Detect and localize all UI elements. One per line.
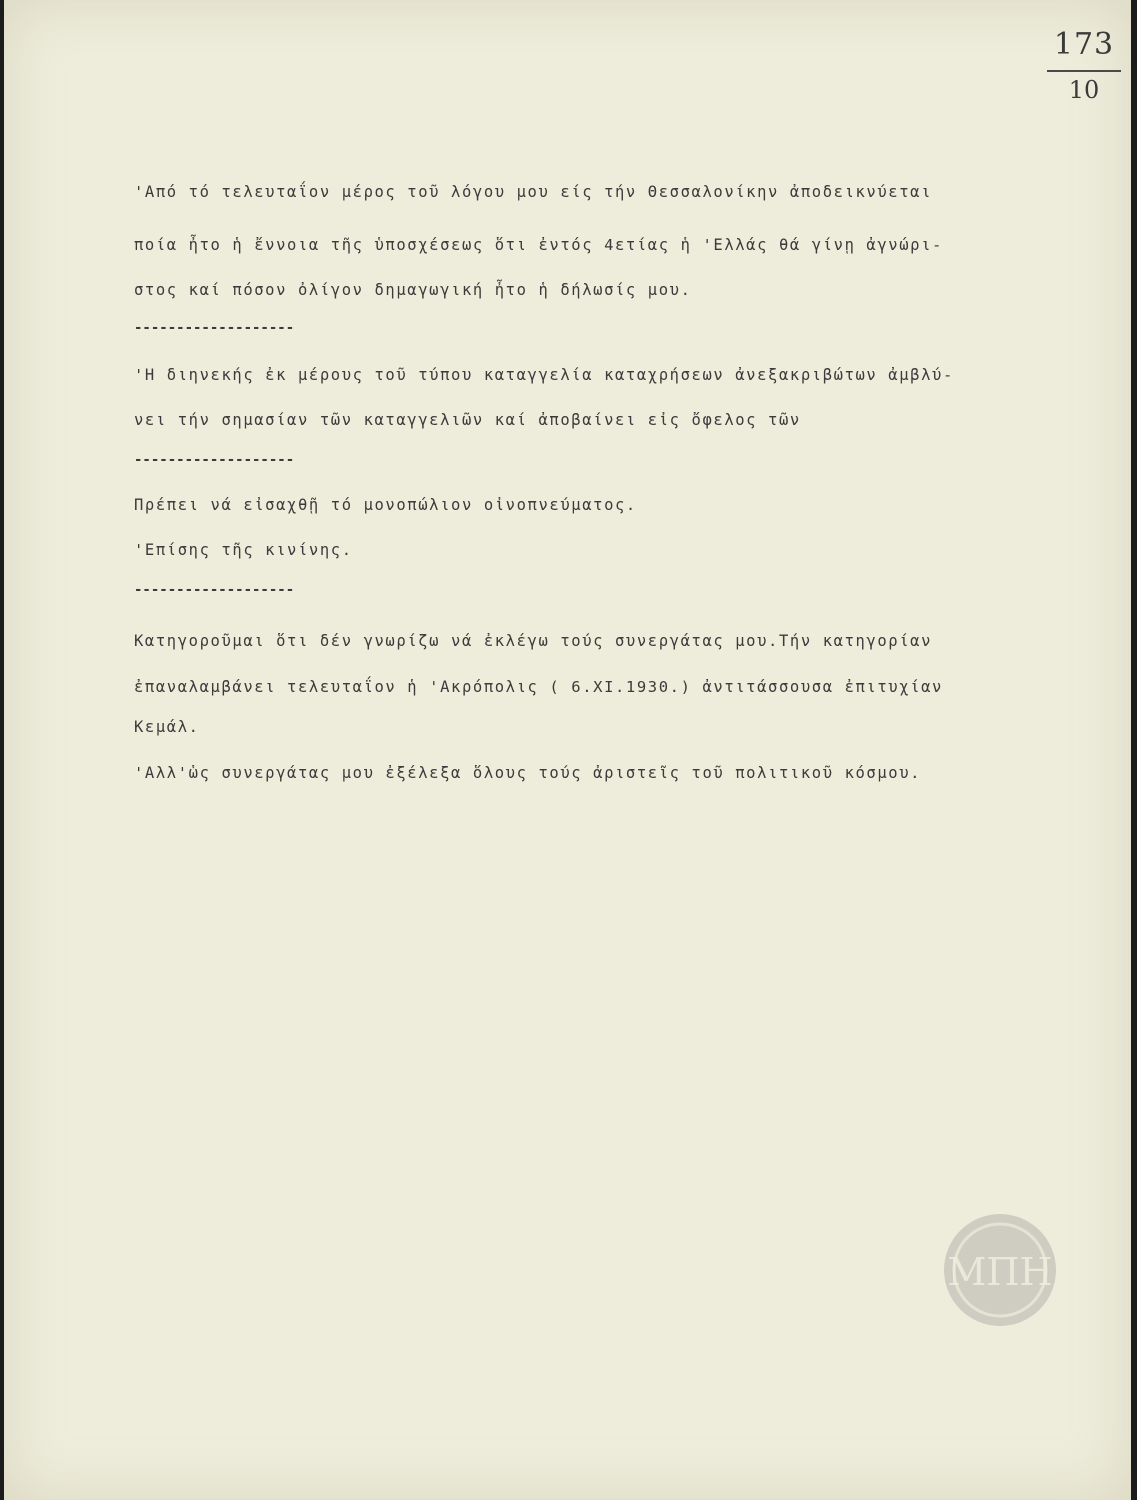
separator-line: -------------------: [134, 582, 295, 598]
text-line: στος καί πόσον ὀλίγον δημαγωγική ἦτο ἡ δήλωσίς μου.: [134, 281, 692, 299]
folio-top: 173: [1053, 27, 1115, 62]
seal-letters: ΜΠΗ: [947, 1250, 1053, 1294]
text-line: Πρέπει νά εἰσαχθῇ τό μονοπώλιον οἰνοπνεύματος.: [134, 496, 637, 514]
archive-seal-icon: [942, 1212, 1058, 1328]
separator-line: -------------------: [134, 320, 295, 336]
text-line: Κατηγοροῦμαι ὅτι δέν γνωρίζω νά ἐκλέγω τούς συνεργάτας μου.Τήν κατηγορίαν: [134, 632, 933, 650]
separator-line: -------------------: [134, 452, 295, 468]
document-page: [4, 0, 1131, 1500]
text-line: 'Επίσης τῆς κινίνης.: [134, 541, 353, 559]
text-line: ποία ἦτο ἡ ἔννοια τῆς ὑποσχέσεως ὅτι ἐντός 4ετίας ἡ 'Ελλάς θά γίνῃ ἀγνώρι-: [134, 236, 943, 254]
folio-bottom: 10: [1068, 76, 1100, 104]
scan-edge-right: [1131, 0, 1137, 1500]
text-line: Κεμάλ.: [134, 718, 200, 736]
folio-number: [1044, 28, 1124, 104]
folio-rule: [1047, 70, 1121, 72]
text-line: 'Αλλ'ὡς συνεργάτας μου ἐξέλεξα ὅλους τούς ἀριστεῖς τοῦ πολιτικοῦ κόσμου.: [134, 764, 922, 782]
text-line: νει τήν σημασίαν τῶν καταγγελιῶν καί ἀποβαίνει εἰς ὄφελος τῶν: [134, 411, 801, 429]
text-line: 'Από τό τελευταΐον μέρος τοῦ λόγου μου είς τήν Θεσσαλονίκην ἀποδεικνύεται: [134, 183, 933, 201]
text-line: ἐπαναλαμβάνει τελευταΐον ἡ 'Ακρόπολις ( 6.XI.1930.) ἀντιτάσσουσα ἐπιτυχίαν: [134, 678, 943, 696]
text-line: 'Η διηνεκής ἐκ μέρους τοῦ τύπου καταγγελία καταχρήσεων ἀνεξακριβώτων ἀμβλύ-: [134, 366, 954, 384]
